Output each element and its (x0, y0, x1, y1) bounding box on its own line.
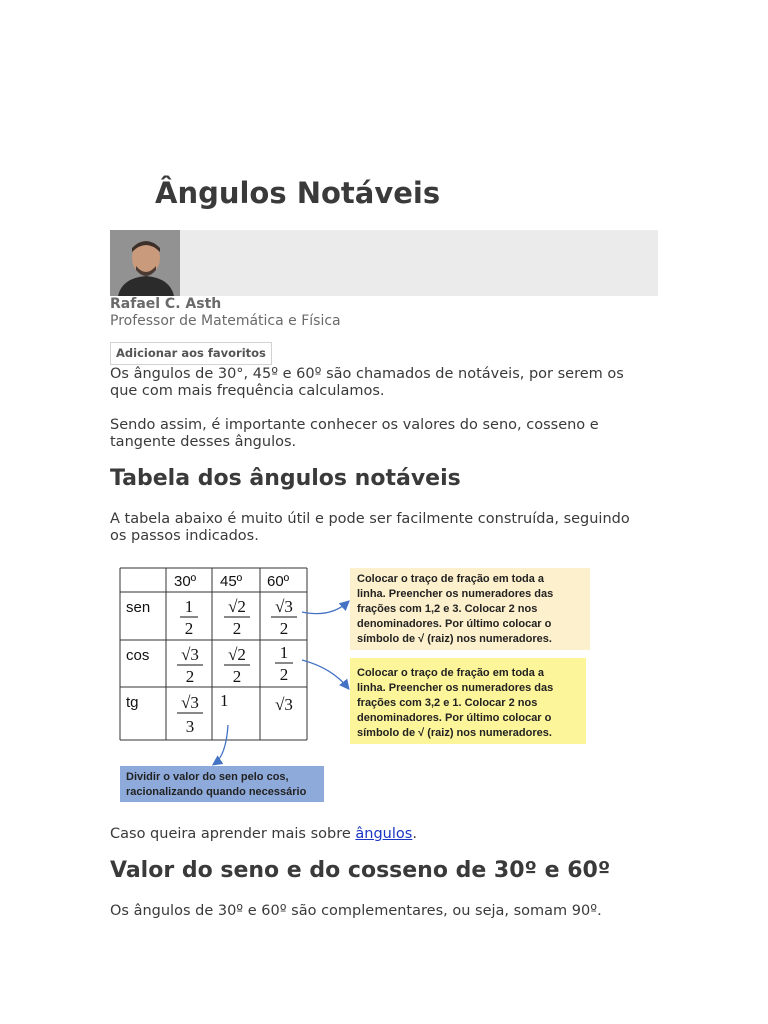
section-table-intro: A tabela abaixo é muito útil e pode ser facilmente construída, seguindo os passos indicados. (110, 511, 630, 544)
page-title: Ângulos Notáveis (155, 176, 441, 210)
row-label-cos: cos (126, 647, 150, 664)
cell-cos-60-den: 2 (279, 665, 289, 684)
section-heading-table: Tabela dos ângulos notáveis (110, 466, 461, 491)
add-favorites-button[interactable]: Adicionar aos favoritos (110, 342, 272, 365)
cell-cos-30-num: √3 (181, 645, 199, 664)
cell-cos-45-den: 2 (232, 667, 242, 686)
arrow-sen (302, 602, 348, 614)
more-about-angles: Caso queira aprender mais sobre ângulos. (110, 826, 417, 842)
cell-sen-30-num: 1 (184, 597, 194, 616)
row-label-tg: tg (126, 694, 139, 711)
note-cos-text: Colocar o traço de fração em toda a linha. Preencher os numeradores das frações com 3,2 e 1. Colocar 2 nos denominadores. Por último colocar o símbolo de √ (raiz) nos numeradores. (357, 667, 554, 739)
cell-tg-60: √3 (275, 695, 293, 714)
section-heading-sin-cos: Valor do seno e do cosseno de 30º e 60º (110, 858, 611, 883)
cell-tg-30-num: √3 (181, 693, 199, 712)
author-avatar[interactable] (110, 230, 180, 296)
cell-sen-45-den: 2 (232, 619, 242, 638)
cell-tg-45: 1 (220, 691, 229, 710)
author-name[interactable]: Rafael C. Asth (110, 296, 222, 312)
cell-sen-60-den: 2 (279, 619, 289, 638)
table-header-30: 30º (174, 573, 197, 590)
cell-cos-45-num: √2 (228, 645, 246, 664)
arrow-tg (214, 725, 228, 764)
author-banner (110, 230, 658, 296)
cell-cos-60-num: 1 (279, 643, 289, 662)
table-header-45: 45º (220, 573, 243, 590)
cell-sen-60-num: √3 (275, 597, 293, 616)
note-sen-text: Colocar o traço de fração em toda a linha. Preencher os numeradores das frações com 1,2 e 3. Colocar 2 nos denominadores. Por último colocar o símbolo de √ (raiz) nos numeradores. (357, 573, 554, 645)
author-role: Professor de Matemática e Física (110, 313, 341, 329)
cell-sen-45-num: √2 (228, 597, 246, 616)
arrow-cos (302, 660, 348, 688)
note-tg-text: Dividir o valor do sen pelo cos, racionalizando quando necessário (126, 771, 307, 798)
cell-sen-30-den: 2 (184, 619, 194, 638)
angles-link[interactable]: ângulos (355, 826, 413, 842)
section-sin-cos-text: Os ângulos de 30º e 60º são complementares, ou seja, somam 90º. (110, 903, 602, 919)
intro-paragraph-1: Os ângulos de 30°, 45º e 60º são chamados de notáveis, por serem os que com mais frequência calculamos. (110, 366, 624, 399)
row-label-sen: sen (126, 599, 151, 616)
cell-cos-30-den: 2 (185, 667, 195, 686)
notable-angles-table-figure (110, 560, 595, 805)
intro-paragraph-2: Sendo assim, é importante conhecer os valores do seno, cosseno e tangente desses ângulos. (110, 417, 599, 450)
table-header-60: 60º (267, 573, 290, 590)
cell-tg-30-den: 3 (185, 717, 195, 736)
